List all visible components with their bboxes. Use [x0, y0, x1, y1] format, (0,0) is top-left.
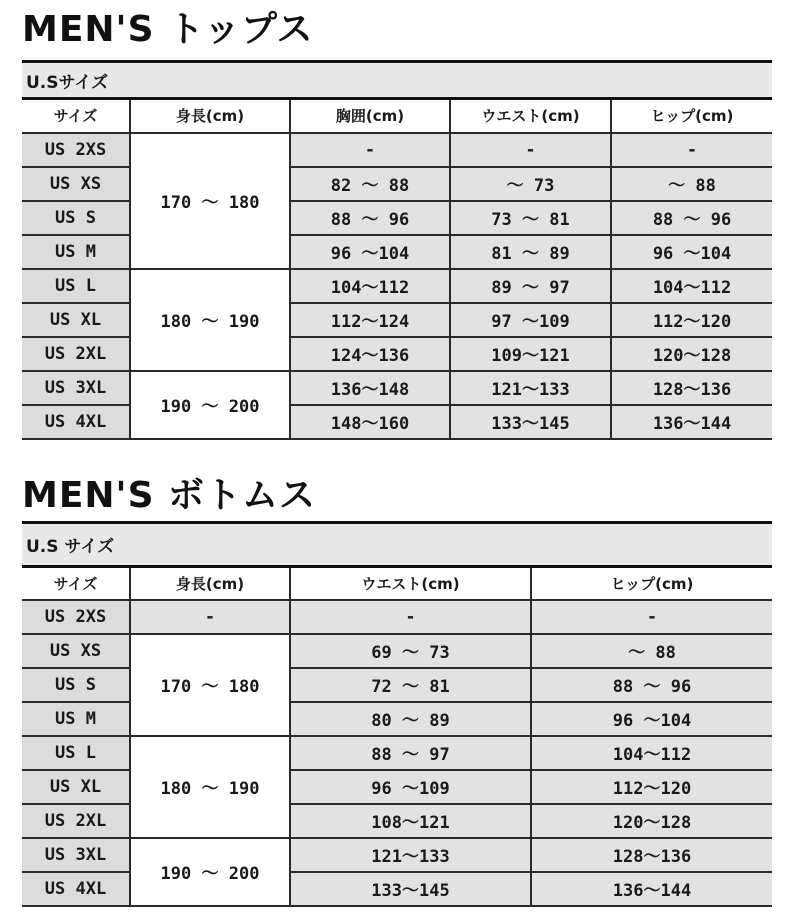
table-row: [22, 371, 772, 405]
table-row: [22, 269, 772, 303]
hip-value: 〜 88: [611, 167, 772, 201]
size-label: US S: [22, 668, 130, 702]
size-label: US 4XL: [22, 405, 130, 439]
table-row: [22, 634, 772, 668]
size-label: US L: [22, 269, 130, 303]
tops-section-label: U.Sサイズ: [22, 62, 772, 99]
hip-value: -: [611, 133, 772, 167]
hip-value: 136〜144: [611, 405, 772, 439]
waist-value: -: [450, 133, 611, 167]
size-label: US S: [22, 201, 130, 235]
table-row: [22, 838, 772, 872]
bottoms-size-table: [22, 521, 772, 907]
tops-section-row: [22, 62, 772, 99]
col-header-waist: ウエスト(cm): [450, 99, 611, 133]
chest-value: 112〜124: [290, 303, 450, 337]
hip-value: 104〜112: [531, 736, 772, 770]
hip-value: 112〜120: [611, 303, 772, 337]
waist-value: 73 〜 81: [450, 201, 611, 235]
hip-value: 96 〜104: [531, 702, 772, 736]
hip-value: 120〜128: [531, 804, 772, 838]
col-header-hip: ヒップ(cm): [611, 99, 772, 133]
bottoms-header-row: [22, 567, 772, 600]
hip-value: 88 〜 96: [611, 201, 772, 235]
waist-value: 108〜121: [290, 804, 531, 838]
table-row: [22, 736, 772, 770]
hip-value: 〜 88: [531, 634, 772, 668]
bottoms-section-row: [22, 523, 772, 567]
hip-value: 112〜120: [531, 770, 772, 804]
tops-header-row: [22, 99, 772, 133]
waist-value: 109〜121: [450, 337, 611, 371]
waist-value: 133〜145: [290, 872, 531, 906]
col-header-size: サイズ: [22, 99, 130, 133]
waist-value: 72 〜 81: [290, 668, 531, 702]
table-row: [22, 600, 772, 634]
hip-value: 96 〜104: [611, 235, 772, 269]
height-range: 180 〜 190: [130, 736, 290, 838]
height-range: 190 〜 200: [130, 838, 290, 906]
table-row: [22, 133, 772, 167]
height-range: 180 〜 190: [130, 269, 290, 371]
size-label: US 4XL: [22, 872, 130, 906]
size-label: US M: [22, 702, 130, 736]
size-label: US L: [22, 736, 130, 770]
chest-value: 96 〜104: [290, 235, 450, 269]
col-header-waist: ウエスト(cm): [290, 567, 531, 600]
hip-value: 88 〜 96: [531, 668, 772, 702]
bottoms-title: MEN'S ボトムス: [22, 475, 317, 516]
waist-value: -: [290, 600, 531, 634]
hip-value: 104〜112: [611, 269, 772, 303]
waist-value: 69 〜 73: [290, 634, 531, 668]
size-label: US 2XS: [22, 133, 130, 167]
waist-value: 88 〜 97: [290, 736, 531, 770]
chest-value: 124〜136: [290, 337, 450, 371]
hip-value: 120〜128: [611, 337, 772, 371]
tops-title: MEN'S トップス: [22, 9, 314, 50]
chest-value: 88 〜 96: [290, 201, 450, 235]
chest-value: 104〜112: [290, 269, 450, 303]
height-range: 190 〜 200: [130, 371, 290, 439]
waist-value: 80 〜 89: [290, 702, 531, 736]
col-header-hip: ヒップ(cm): [531, 567, 772, 600]
size-label: US XS: [22, 167, 130, 201]
waist-value: 81 〜 89: [450, 235, 611, 269]
waist-value: 〜 73: [450, 167, 611, 201]
col-header-size: サイズ: [22, 567, 130, 600]
bottoms-section-label: U.S サイズ: [22, 523, 772, 567]
size-label: US 2XL: [22, 337, 130, 371]
waist-value: 96 〜109: [290, 770, 531, 804]
waist-value: 121〜133: [450, 371, 611, 405]
hip-value: 128〜136: [531, 838, 772, 872]
size-label: US 2XL: [22, 804, 130, 838]
size-label: US XL: [22, 303, 130, 337]
chest-value: 136〜148: [290, 371, 450, 405]
col-header-height: 身長(cm): [130, 99, 290, 133]
height-range: 170 〜 180: [130, 634, 290, 736]
hip-value: 136〜144: [531, 872, 772, 906]
chest-value: 148〜160: [290, 405, 450, 439]
size-label: US 2XS: [22, 600, 130, 634]
col-header-chest: 胸囲(cm): [290, 99, 450, 133]
waist-value: 97 〜109: [450, 303, 611, 337]
waist-value: 121〜133: [290, 838, 531, 872]
size-label: US 3XL: [22, 838, 130, 872]
size-label: US M: [22, 235, 130, 269]
size-label: US XS: [22, 634, 130, 668]
size-label: US XL: [22, 770, 130, 804]
height-range: -: [130, 600, 290, 634]
waist-value: 133〜145: [450, 405, 611, 439]
chest-value: -: [290, 133, 450, 167]
col-header-height: 身長(cm): [130, 567, 290, 600]
size-label: US 3XL: [22, 371, 130, 405]
hip-value: -: [531, 600, 772, 634]
tops-size-table: [22, 60, 772, 440]
height-range: 170 〜 180: [130, 133, 290, 269]
hip-value: 128〜136: [611, 371, 772, 405]
chest-value: 82 〜 88: [290, 167, 450, 201]
waist-value: 89 〜 97: [450, 269, 611, 303]
